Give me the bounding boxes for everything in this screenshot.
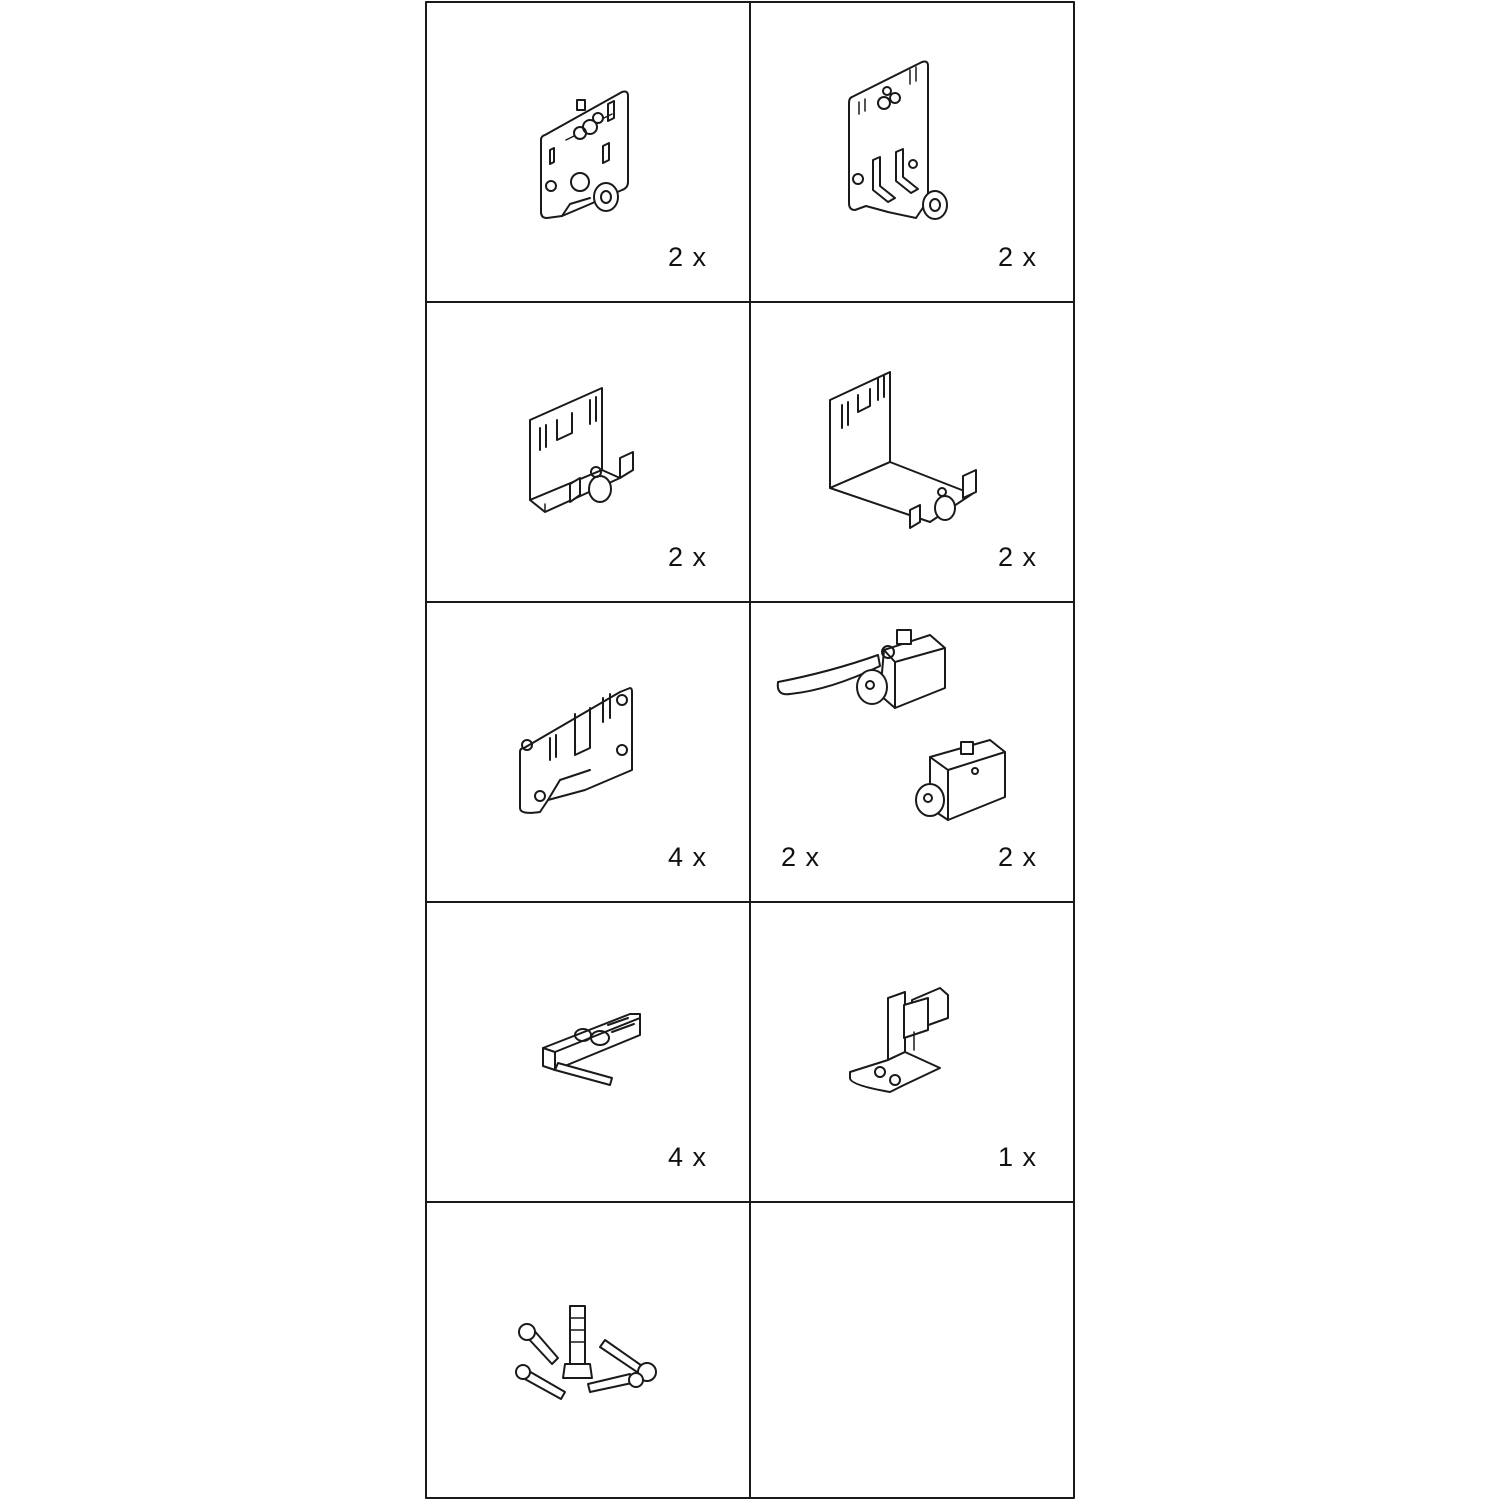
quantity-label: 2 x	[998, 542, 1038, 572]
quantity-label: 1 x	[998, 1142, 1038, 1172]
quantity-label: 2 x	[998, 842, 1038, 872]
quantity-label: 2 x	[668, 242, 708, 272]
roller-carriage-plate-large-icon	[849, 62, 947, 220]
quantity-label: 2 x	[781, 842, 821, 872]
quantity-label: 4 x	[668, 842, 708, 872]
slotted-mounting-plate-icon	[520, 688, 632, 813]
screw-set-icon	[516, 1306, 656, 1399]
u-bracket-roller-small-icon	[530, 388, 633, 512]
quantity-label: 2 x	[998, 242, 1038, 272]
quantity-label: 2 x	[668, 542, 708, 572]
u-bracket-roller-large-icon	[830, 372, 976, 528]
spring-latch-stopper-icon	[778, 630, 1005, 820]
floor-guide-clip-icon	[543, 1014, 640, 1085]
roller-carriage-plate-small-icon	[541, 92, 628, 219]
floor-guide-bracket-icon	[850, 988, 948, 1092]
quantity-label: 4 x	[668, 1142, 708, 1172]
